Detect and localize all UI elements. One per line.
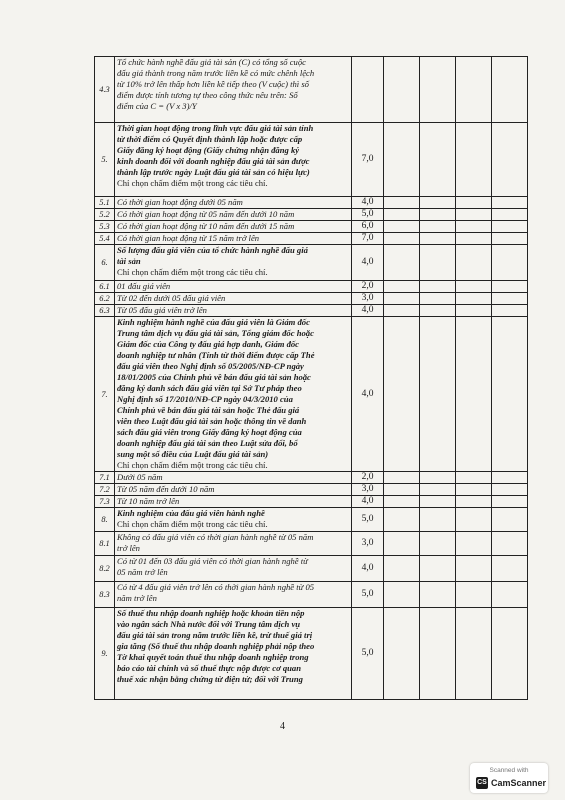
score-cell <box>492 496 528 508</box>
max-score: 4,0 <box>352 496 384 508</box>
table-row <box>95 233 528 245</box>
score-cell <box>384 472 420 484</box>
max-score: 6,0 <box>352 221 384 233</box>
table-row <box>95 496 528 508</box>
criterion-line: Kinh nghiệm của đấu giá viên hành nghề <box>117 508 265 518</box>
score-cell <box>492 317 528 472</box>
criterion-line: Thời gian hoạt động trong lĩnh vực đấu giá tài sản tính <box>117 123 314 133</box>
criterion-line: doanh nghiệp đấu giá tài sản theo Luật sửa đổi, bổ <box>117 438 298 448</box>
score-cell <box>384 317 420 472</box>
criterion-text <box>115 123 352 197</box>
criterion-text <box>115 484 352 496</box>
score-cell <box>384 245 420 281</box>
criterion-text <box>115 305 352 317</box>
score-cell <box>456 496 492 508</box>
criterion-text <box>115 508 352 532</box>
criterion-line: tài sản <box>117 256 141 266</box>
criterion-line: Tổ chức hành nghề đấu giá tài sản (C) có tổng số cuộc <box>117 57 306 67</box>
score-cell <box>492 532 528 556</box>
score-cell <box>456 197 492 209</box>
criterion-line: Giấy đăng ký hoạt động (Giấy chứng nhận đăng ký <box>117 145 300 155</box>
score-cell <box>456 582 492 608</box>
criterion-number: 5.3 <box>95 221 115 233</box>
score-cell <box>456 123 492 197</box>
score-cell <box>384 556 420 582</box>
table-row <box>95 123 528 197</box>
score-cell <box>492 508 528 532</box>
criterion-line: Từ 10 năm trở lên <box>117 496 180 506</box>
score-cell <box>456 472 492 484</box>
criterion-line: Có thời gian hoạt động từ 15 năm trở lên <box>117 233 260 243</box>
max-score: 3,0 <box>352 484 384 496</box>
table-row <box>95 245 528 281</box>
table-row <box>95 209 528 221</box>
score-cell <box>492 233 528 245</box>
criterion-line: Từ 02 đến dưới 05 đấu giá viên <box>117 293 226 303</box>
score-cell <box>420 508 456 532</box>
table-row <box>95 197 528 209</box>
max-score: 5,0 <box>352 608 384 700</box>
score-cell <box>456 221 492 233</box>
criteria-table-body <box>95 57 528 700</box>
score-cell <box>456 209 492 221</box>
camscanner-watermark <box>470 763 548 793</box>
criterion-text <box>115 317 352 472</box>
score-cell <box>384 123 420 197</box>
score-cell <box>420 209 456 221</box>
criterion-line: Từ 05 năm đến dưới 10 năm <box>117 484 215 494</box>
criterion-line: thành lập trước ngày Luật đấu giá tài sản có hiệu lực) <box>117 167 310 177</box>
table-row <box>95 508 528 532</box>
criterion-line: điểm được tính tương tự theo công thức nêu trên: Số <box>117 90 298 100</box>
criterion-line: doanh nghiệp tư nhân (Tính từ thời điểm được cấp Thẻ <box>117 350 315 360</box>
criterion-line: Giám đốc của Công ty đấu giá hợp danh, Giám đốc <box>117 339 299 349</box>
score-cell <box>492 293 528 305</box>
score-cell <box>492 556 528 582</box>
criterion-number: 7.1 <box>95 472 115 484</box>
criterion-line: vào ngân sách Nhà nước đối với Trung tâm dịch vụ <box>117 619 301 629</box>
table-row <box>95 305 528 317</box>
criterion-line: đăng ký danh sách đấu giá viên tại Sở Tư pháp theo <box>117 383 302 393</box>
criterion-number: 6.3 <box>95 305 115 317</box>
criterion-text <box>115 496 352 508</box>
criterion-line: Có thời gian hoạt động dưới 05 năm <box>117 197 243 207</box>
selection-note: Chỉ chọn chấm điểm một trong các tiêu chí. <box>117 178 268 188</box>
criterion-line: điểm của C = (V x 3)/Y <box>117 101 197 111</box>
max-score: 7,0 <box>352 233 384 245</box>
camscanner-logo-icon: CS <box>476 777 488 789</box>
score-cell <box>420 317 456 472</box>
score-cell <box>456 508 492 532</box>
criterion-number: 8.1 <box>95 532 115 556</box>
selection-note: Chỉ chọn chấm điểm một trong các tiêu chí. <box>117 267 268 277</box>
criterion-text <box>115 472 352 484</box>
score-cell <box>456 233 492 245</box>
criterion-line: Từ 05 đấu giá viên trở lên <box>117 305 207 315</box>
score-cell <box>384 293 420 305</box>
criterion-number: 8.3 <box>95 582 115 608</box>
max-score: 7,0 <box>352 123 384 197</box>
criterion-text <box>115 556 352 582</box>
score-cell <box>420 556 456 582</box>
score-cell <box>456 293 492 305</box>
criterion-line: 18/01/2005 của Chính phủ về bán đấu giá tài sản hoặc <box>117 372 311 382</box>
criterion-text <box>115 582 352 608</box>
max-score: 4,0 <box>352 317 384 472</box>
score-cell <box>420 233 456 245</box>
criterion-text <box>115 57 352 123</box>
max-score: 4,0 <box>352 245 384 281</box>
score-cell <box>456 608 492 700</box>
criterion-line: đấu giá tài sản trong năm trước liền kề, trừ thuế giá trị <box>117 630 313 640</box>
criterion-line: Dưới 05 năm <box>117 472 163 482</box>
table-row <box>95 582 528 608</box>
max-score: 2,0 <box>352 472 384 484</box>
criterion-line: Tờ khai quyết toán thuế thu nhập doanh nghiệp trong <box>117 652 309 662</box>
criterion-line: sách đấu giá viên trong Giấy đăng ký hoạt động của <box>117 427 302 437</box>
score-cell <box>456 317 492 472</box>
score-cell <box>384 496 420 508</box>
score-cell <box>456 57 492 123</box>
criterion-text <box>115 245 352 281</box>
score-cell <box>384 221 420 233</box>
score-cell <box>492 57 528 123</box>
criterion-text <box>115 233 352 245</box>
criterion-line: Số lượng đấu giá viên của tổ chức hành nghề đấu giá <box>117 245 308 255</box>
criterion-number: 6. <box>95 245 115 281</box>
max-score: 4,0 <box>352 197 384 209</box>
max-score <box>352 57 384 123</box>
criterion-number: 5.2 <box>95 209 115 221</box>
score-cell <box>384 305 420 317</box>
criterion-number: 8. <box>95 508 115 532</box>
score-cell <box>420 472 456 484</box>
criterion-text <box>115 532 352 556</box>
max-score: 3,0 <box>352 293 384 305</box>
score-cell <box>456 484 492 496</box>
criterion-line: đấu giá thành trong năm trước liền kề có mức chênh lệch <box>117 68 315 78</box>
score-cell <box>420 281 456 293</box>
score-cell <box>384 532 420 556</box>
score-cell <box>384 582 420 608</box>
criterion-line: sung một số điều của Luật đấu giá tài sản) <box>117 449 269 459</box>
score-cell <box>384 209 420 221</box>
score-cell <box>420 305 456 317</box>
criterion-line: Nghị định số 17/2010/NĐ-CP ngày 04/3/2010 của <box>117 394 293 404</box>
score-cell <box>384 233 420 245</box>
table-row <box>95 608 528 700</box>
score-cell <box>384 197 420 209</box>
criterion-line: trở lên <box>117 543 140 553</box>
criterion-line: Số thuế thu nhập doanh nghiệp hoặc khoản tiền nộp <box>117 608 305 618</box>
criterion-line: thuế xác nhận bằng chứng từ điện tử; đối với Trung <box>117 674 303 684</box>
table-row <box>95 221 528 233</box>
max-score: 2,0 <box>352 281 384 293</box>
score-cell <box>420 496 456 508</box>
table-row <box>95 556 528 582</box>
criterion-line: báo cáo tài chính và số thuế thực nộp được cơ quan <box>117 663 302 673</box>
criterion-line: từ 10% trở lên thấp hơn liền kề tiếp theo (V cuộc) thì số <box>117 79 309 89</box>
criterion-number: 4.3 <box>95 57 115 123</box>
table-row <box>95 472 528 484</box>
max-score: 5,0 <box>352 508 384 532</box>
score-cell <box>492 123 528 197</box>
criterion-number: 7. <box>95 317 115 472</box>
table-row <box>95 317 528 472</box>
score-cell <box>492 209 528 221</box>
criterion-number: 5. <box>95 123 115 197</box>
criterion-number: 6.1 <box>95 281 115 293</box>
score-cell <box>492 608 528 700</box>
score-cell <box>456 532 492 556</box>
criterion-number: 7.2 <box>95 484 115 496</box>
criterion-text <box>115 281 352 293</box>
watermark-brand <box>476 777 546 789</box>
criterion-text <box>115 209 352 221</box>
table-row <box>95 484 528 496</box>
criterion-line: 05 năm trở lên <box>117 567 168 577</box>
score-cell <box>420 293 456 305</box>
criterion-line: từ thời điểm có Quyết định thành lập hoặc được cấp <box>117 134 303 144</box>
criterion-line: viên theo Luật đấu giá tài sản hoặc thông tin về danh <box>117 416 307 426</box>
score-cell <box>492 281 528 293</box>
watermark-name: CamScanner <box>491 778 547 788</box>
score-cell <box>456 305 492 317</box>
score-cell <box>384 508 420 532</box>
score-cell <box>492 305 528 317</box>
criteria-table <box>94 56 528 700</box>
score-cell <box>492 484 528 496</box>
score-cell <box>492 582 528 608</box>
score-cell <box>420 582 456 608</box>
criterion-line: 01 đấu giá viên <box>117 281 171 291</box>
score-cell <box>384 608 420 700</box>
criterion-number: 5.1 <box>95 197 115 209</box>
criterion-line: đấu giá viên theo Nghị định số 05/2005/NĐ-CP ngày <box>117 361 304 371</box>
score-cell <box>420 608 456 700</box>
score-cell <box>492 221 528 233</box>
score-cell <box>420 245 456 281</box>
page-number: 4 <box>280 721 285 732</box>
criterion-line: Trung tâm dịch vụ đấu giá tài sản, Tổng giám đốc hoặc <box>117 328 314 338</box>
table-row <box>95 281 528 293</box>
score-cell <box>492 197 528 209</box>
criterion-text <box>115 197 352 209</box>
score-cell <box>420 221 456 233</box>
max-score: 5,0 <box>352 582 384 608</box>
score-cell <box>456 556 492 582</box>
score-cell <box>420 484 456 496</box>
table-row <box>95 532 528 556</box>
criterion-line: Có từ 4 đấu giá viên trở lên có thời gian hành nghề từ 05 <box>117 582 315 592</box>
score-cell <box>492 245 528 281</box>
score-cell <box>420 197 456 209</box>
max-score: 4,0 <box>352 556 384 582</box>
criterion-line: Có từ 01 đến 03 đấu giá viên có thời gian hành nghề từ <box>117 556 308 566</box>
selection-note: Chỉ chọn chấm điểm một trong các tiêu chí. <box>117 460 268 470</box>
criterion-line: Kinh nghiệm hành nghề của đấu giá viên là Giám đốc <box>117 317 310 327</box>
criterion-number: 9. <box>95 608 115 700</box>
table-row <box>95 57 528 123</box>
score-cell <box>420 123 456 197</box>
criterion-line: năm trở lên <box>117 593 157 603</box>
watermark-caption: Scanned with <box>489 767 529 774</box>
selection-note: Chỉ chọn chấm điểm một trong các tiêu chí. <box>117 519 268 529</box>
score-cell <box>456 281 492 293</box>
score-cell <box>384 57 420 123</box>
criterion-line: gia tăng (Số thuế thu nhập doanh nghiệp phải nộp theo <box>117 641 315 651</box>
score-cell <box>420 57 456 123</box>
criterion-text <box>115 293 352 305</box>
score-cell <box>492 472 528 484</box>
score-cell <box>456 245 492 281</box>
score-cell <box>384 484 420 496</box>
max-score: 3,0 <box>352 532 384 556</box>
table-row <box>95 293 528 305</box>
criterion-line: kinh doanh đối với doanh nghiệp đấu giá tài sản được <box>117 156 310 166</box>
criterion-number: 7.3 <box>95 496 115 508</box>
criterion-number: 5.4 <box>95 233 115 245</box>
criterion-text <box>115 221 352 233</box>
criterion-number: 6.2 <box>95 293 115 305</box>
score-cell <box>384 281 420 293</box>
criterion-line: Có thời gian hoạt động từ 10 năm đến dưới 15 năm <box>117 221 295 231</box>
criterion-line: Có thời gian hoạt động từ 05 năm đến dưới 10 năm <box>117 209 295 219</box>
max-score: 4,0 <box>352 305 384 317</box>
score-cell <box>420 532 456 556</box>
criterion-text <box>115 608 352 700</box>
criterion-line: Chính phủ về bán đấu giá tài sản hoặc Thẻ đấu giá <box>117 405 300 415</box>
criterion-line: Không có đấu giá viên có thời gian hành nghề từ 05 năm <box>117 532 314 542</box>
criterion-number: 8.2 <box>95 556 115 582</box>
max-score: 5,0 <box>352 209 384 221</box>
